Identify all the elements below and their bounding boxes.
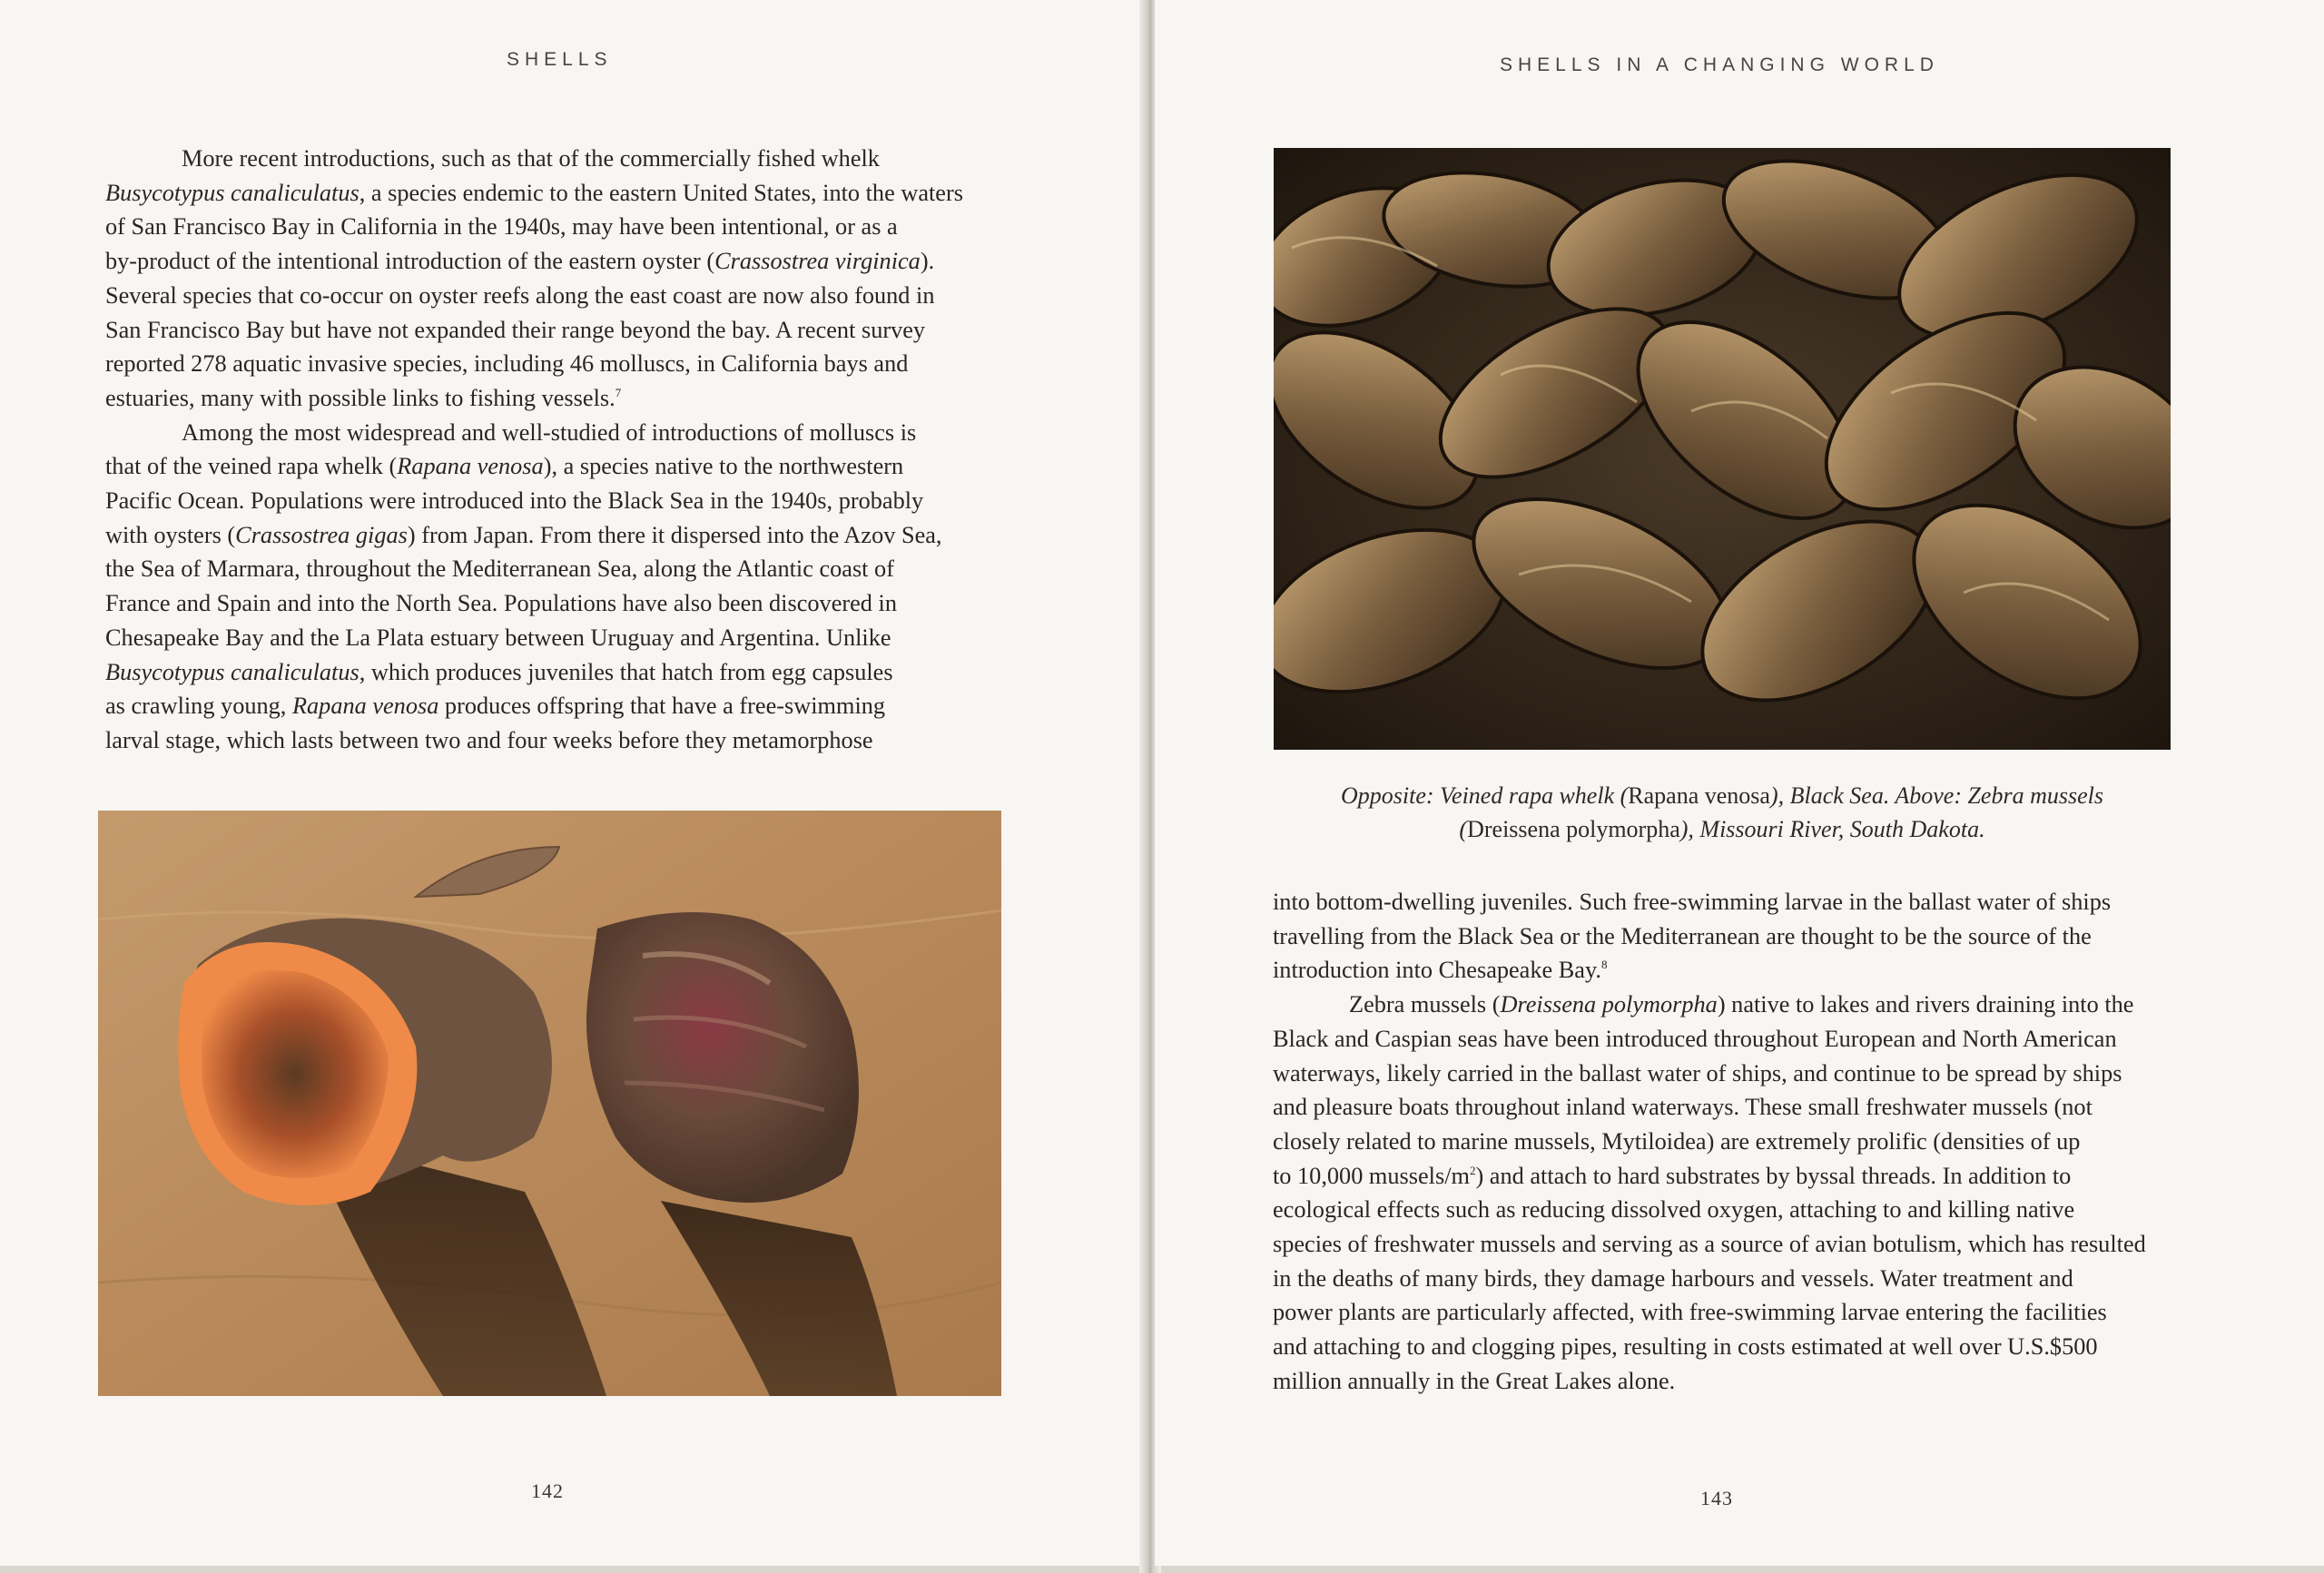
text-line <box>105 723 1022 758</box>
text-run: San Francisco Bay but have not expanded their range beyond the bay. A recent survey <box>105 316 926 343</box>
text-run: ) and attach to hard substrates by byssal threads. In addition to <box>1475 1162 2072 1189</box>
text-line <box>1273 919 2181 954</box>
text-run: , which produces juveniles that hatch from egg capsules <box>359 658 893 685</box>
text-line <box>105 416 1022 450</box>
text-line <box>1273 1125 2181 1159</box>
text-run: as crawling young, <box>105 693 292 720</box>
text-line <box>105 244 1022 279</box>
left-running-head: SHELLS <box>507 49 613 70</box>
right-page <box>1155 0 2324 1566</box>
left-page-number: 142 <box>531 1480 564 1502</box>
text-run: ). <box>920 248 935 275</box>
text-run: larval stage, which lasts between two and four weeks before they metamorphose <box>105 726 873 753</box>
text-run: million annually in the Great Lakes alone. <box>1273 1367 1676 1394</box>
right-body-text <box>1273 885 2181 1399</box>
text-run: species of freshwater mussels and serving as a source of avian botulism, which has resulted <box>1273 1231 2146 1258</box>
species-name: Dreissena polymorpha <box>1500 991 1718 1018</box>
text-line <box>105 176 1022 211</box>
text-line <box>1273 1227 2181 1262</box>
text-line <box>1273 1159 2181 1194</box>
text-line <box>105 552 1022 586</box>
text-run: travelling from the Black Sea or the Mediterranean are thought to be the source of the <box>1273 922 2092 949</box>
text-run: that of the veined rapa whelk ( <box>105 453 398 480</box>
text-run: ecological effects such as reducing dissolved oxygen, attaching to and killing native <box>1273 1196 2075 1224</box>
text-line <box>105 381 1022 416</box>
text-line <box>105 484 1022 518</box>
text-line <box>1273 1262 2181 1296</box>
rapa-whelk-illustration <box>98 811 1001 1396</box>
photo-caption <box>1274 779 2171 846</box>
text-run: estuaries, many with possible links to fishing vessels. <box>105 384 615 411</box>
text-run: and pleasure boats throughout inland waterways. These small freshwater mussels (not <box>1273 1094 2093 1121</box>
text-run: France and Spain and into the North Sea. Populations have also been discovered in <box>105 590 897 617</box>
text-line <box>1273 953 2181 988</box>
text-line <box>105 347 1022 381</box>
text-run: into bottom-dwelling juveniles. Such free-swimming larvae in the ballast water of ships <box>1273 889 2112 915</box>
text-run: , a species endemic to the eastern United States, into the waters <box>359 179 963 206</box>
species-name: Crassostrea gigas <box>235 521 408 548</box>
species-name: Crassostrea virginica <box>714 248 921 275</box>
text-line <box>105 621 1022 655</box>
text-run: waterways, likely carried in the ballast water of ships, and continue to be spread by ships <box>1273 1059 2122 1086</box>
text-line <box>105 142 1022 176</box>
text-run: ), Black Sea. Above: Zebra mussels <box>1769 782 2103 809</box>
text-run: Among the most widespread and well-studied of introductions of molluscs is <box>182 418 917 446</box>
text-run: ( <box>1459 816 1468 842</box>
text-run: Zebra mussels ( <box>1349 991 1501 1018</box>
caption-line <box>1274 779 2171 812</box>
text-run: introduction into Chesapeake Bay. <box>1273 957 1601 984</box>
text-run: closely related to marine mussels, Mytiloidea) are extremely prolific (densities of up <box>1273 1127 2081 1155</box>
text-line <box>105 689 1022 723</box>
paragraph <box>105 142 1022 416</box>
text-run: ), Missouri River, South Dakota. <box>1679 816 1985 842</box>
species-name: Rapana venosa <box>397 453 544 480</box>
text-line <box>105 655 1022 690</box>
text-line <box>1273 885 2181 919</box>
text-line <box>1273 1022 2181 1057</box>
text-run: reported 278 aquatic invasive species, including 46 molluscs, in California bays and <box>105 350 909 378</box>
left-body-text <box>105 142 1022 758</box>
text-run: to 10,000 mussels/m <box>1273 1162 1470 1189</box>
text-run: More recent introductions, such as that of the commercially fished whelk <box>182 145 880 172</box>
text-run: ), a species native to the northwestern <box>543 453 904 480</box>
footnote-marker: 7 <box>615 386 622 400</box>
paragraph <box>1273 885 2181 988</box>
text-line <box>1273 1330 2181 1364</box>
text-run: with oysters ( <box>105 521 236 548</box>
text-run: produces offspring that have a free-swimming <box>438 693 886 720</box>
footnote-marker: 8 <box>1600 958 1608 972</box>
text-line <box>1273 1295 2181 1330</box>
text-run: in the deaths of many birds, they damage harbours and vessels. Water treatment and <box>1273 1264 2073 1292</box>
text-run: Opposite: Veined rapa whelk ( <box>1341 782 1629 809</box>
text-run: power plants are particularly affected, with free-swimming larvae entering the facilities <box>1273 1299 2107 1326</box>
text-line <box>105 313 1022 348</box>
text-run: Pacific Ocean. Populations were introduced into the Black Sea in the 1940s, probably <box>105 487 924 515</box>
text-line <box>1273 988 2181 1022</box>
paragraph <box>105 416 1022 758</box>
footnote-marker: 2 <box>1469 1163 1476 1177</box>
species-name: Rapana venosa <box>291 693 439 720</box>
species-name: Dreissena polymorpha <box>1467 816 1680 842</box>
species-name: Busycotypus canaliculatus <box>105 179 359 206</box>
text-run: and attaching to and clogging pipes, resulting in costs estimated at well over U.S.$500 <box>1273 1333 2098 1361</box>
paragraph <box>1273 988 2181 1398</box>
text-line <box>1273 1090 2181 1125</box>
text-line <box>1273 1364 2181 1399</box>
right-running-head: SHELLS IN A CHANGING WORLD <box>1500 54 1939 75</box>
text-run: ) from Japan. From there it dispersed into the Azov Sea, <box>407 521 942 548</box>
text-line <box>105 449 1022 484</box>
text-run: by-product of the intentional introduction of the eastern oyster ( <box>105 248 715 275</box>
text-line <box>105 586 1022 621</box>
text-run: the Sea of Marmara, throughout the Mediterranean Sea, along the Atlantic coast of <box>105 555 894 583</box>
text-run: Several species that co-occur on oyster reefs along the east coast are now also found in <box>105 281 935 309</box>
zebra-mussels-illustration <box>1274 148 2171 750</box>
text-line <box>1273 1193 2181 1227</box>
text-run: of San Francisco Bay in California in the 1940s, may have been intentional, or as a <box>105 213 898 241</box>
caption-line <box>1274 812 2171 846</box>
rapa-whelk-photo <box>98 811 1001 1396</box>
right-page-number: 143 <box>1700 1487 1733 1509</box>
text-line <box>105 279 1022 313</box>
left-page <box>0 0 1146 1566</box>
text-run: Chesapeake Bay and the La Plata estuary between Uruguay and Argentina. Unlike <box>105 624 891 651</box>
text-run: ) native to lakes and rivers draining into the <box>1717 991 2134 1018</box>
species-name: Rapana venosa <box>1628 782 1770 809</box>
text-line <box>105 210 1022 244</box>
text-run: Black and Caspian seas have been introduced throughout European and North American <box>1273 1025 2117 1052</box>
text-line <box>105 518 1022 553</box>
text-line <box>1273 1057 2181 1091</box>
species-name: Busycotypus canaliculatus <box>105 658 359 685</box>
zebra-mussels-photo <box>1274 148 2171 750</box>
